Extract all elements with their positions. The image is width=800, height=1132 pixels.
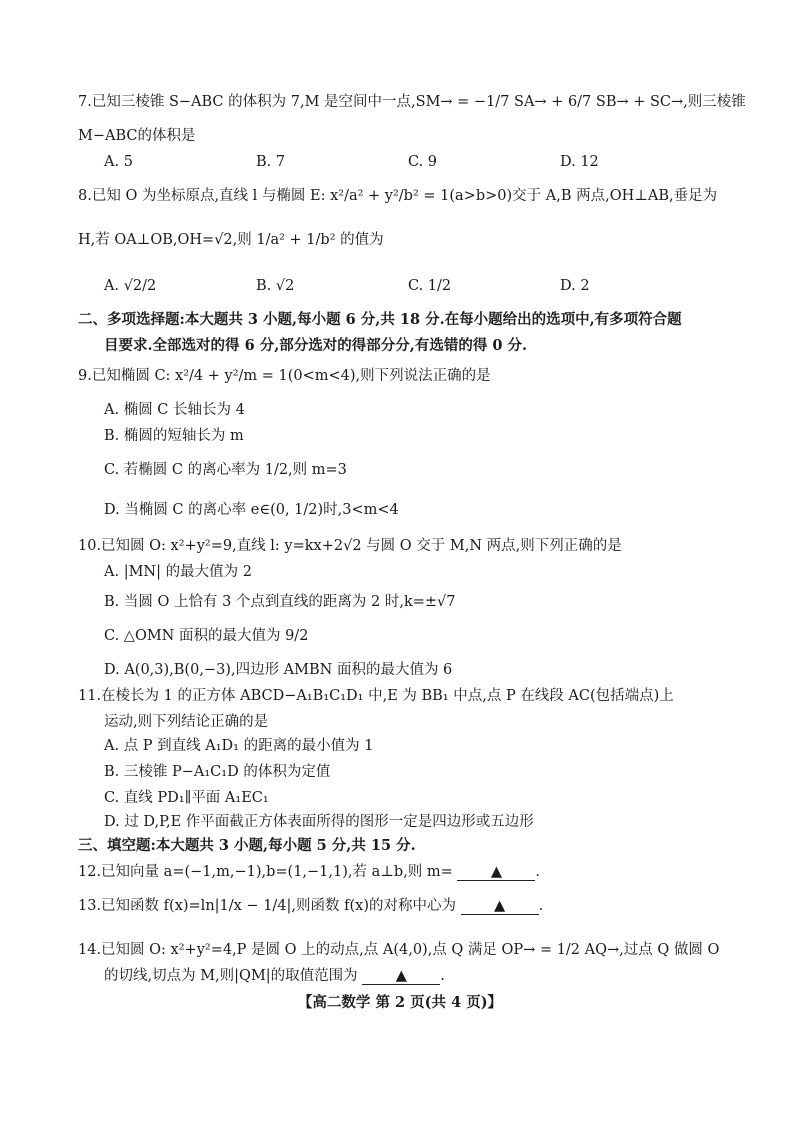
q9-option-a: A. 椭圆 C 长轴长为 4: [104, 402, 245, 418]
q14-line2: [104, 966, 716, 986]
q8-option-b: B. √2: [256, 278, 295, 294]
q10-option-a: A. |MN| 的最大值为 2: [104, 564, 252, 580]
q13-end: .: [538, 898, 544, 914]
q11-option-b: B. 三棱锥 P−A₁C₁D 的体积为定值: [104, 764, 331, 780]
q9-stem: 9.已知椭圆 C: x²/4 + y²/m = 1(0<m<4),则下列说法正确的是: [78, 368, 491, 384]
q7-option-d: D. 12: [560, 154, 599, 170]
q11-option-d: D. 过 D,P,E 作平面截正方体表面所得的图形一定是四边形或五边形: [104, 814, 534, 830]
q10-option-d: D. A(0,3),B(0,−3),四边形 AMBN 面积的最大值为 6: [104, 662, 453, 678]
q8-option-c: C. 1/2: [408, 278, 452, 294]
q8-option-d: D. 2: [560, 278, 590, 294]
q12-end: .: [535, 864, 541, 880]
q9-option-d: D. 当椭圆 C 的离心率 e∈(0, 1/2)时,3<m<4: [104, 502, 399, 518]
q14-answer-blank[interactable]: ▲: [362, 968, 440, 985]
q8-option-a: A. √2/2: [104, 278, 157, 294]
q8-stem-line2: H,若 OA⊥OB,OH=√2,则 1/a² + 1/b² 的值为: [78, 232, 384, 248]
q7-stem-line2: M−ABC的体积是: [78, 128, 196, 144]
q13-text: 13.已知函数 f(x)=ln|1/x − 1/4|,则函数 f(x)的对称中心为: [78, 898, 456, 914]
q13-answer-blank[interactable]: ▲: [461, 898, 539, 915]
q7-option-c: C. 9: [408, 154, 438, 170]
q10-option-c: C. △OMN 面积的最大值为 9/2: [104, 628, 309, 644]
q11-option-a: A. 点 P 到直线 A₁D₁ 的距离的最小值为 1: [104, 738, 374, 754]
q12-text: 12.已知向量 a=(−1,m,−1),b=(1,−1,1),若 a⊥b,则 m=: [78, 864, 453, 880]
q10-option-b: B. 当圆 O 上恰有 3 个点到直线的距离为 2 时,k=±√7: [104, 594, 456, 610]
section2-heading-line1: 二、多项选择题:本大题共 3 小题,每小题 6 分,共 18 分.在每小题给出的选项中,有多项符合题: [78, 311, 682, 328]
q10-stem: 10.已知圆 O: x²+y²=9,直线 l: y=kx+2√2 与圆 O 交于 M,N 两点,则下列正确的是: [78, 538, 622, 554]
q8-stem-line1: 8.已知 O 为坐标原点,直线 l 与椭圆 E: x²/a² + y²/b² = 1(a>b>0)交于 A,B 两点,OH⊥AB,垂足为: [78, 188, 718, 204]
q9-option-b: B. 椭圆的短轴长为 m: [104, 428, 244, 444]
q13-line: [78, 896, 716, 916]
q9-option-c: C. 若椭圆 C 的离心率为 1/2,则 m=3: [104, 462, 347, 478]
page-footer: 【高二数学 第 2 页(共 4 页)】: [297, 994, 503, 1011]
q12-answer-blank[interactable]: ▲: [457, 864, 535, 881]
section3-heading: 三、填空题:本大题共 3 小题,每小题 5 分,共 15 分.: [78, 837, 416, 854]
q11-option-c: C. 直线 PD₁∥平面 A₁EC₁: [104, 790, 269, 806]
section2-heading-line2: 目要求.全部选对的得 6 分,部分选对的得部分分,有选错的得 0 分.: [104, 337, 528, 354]
q14-end: .: [440, 968, 445, 984]
q12-line: [78, 862, 716, 882]
q14-text: 的切线,切点为 M,则|QM|的取值范围为: [104, 968, 358, 984]
q11-stem-line2: 运动,则下列结论正确的是: [104, 714, 269, 730]
q7-option-a: A. 5: [104, 154, 133, 170]
q7-option-b: B. 7: [256, 154, 286, 170]
q7-stem-line1: 7.已知三棱锥 S−ABC 的体积为 7,M 是空间中一点,SM→ = −1/7 SA→ + 6/7 SB→ + SC→,则三棱锥: [78, 94, 746, 110]
q14-stem-line1: 14.已知圆 O: x²+y²=4,P 是圆 O 上的动点,点 A(4,0),点 Q 满足 OP→ = 1/2 AQ→,过点 Q 做圆 O: [78, 942, 720, 958]
q11-stem-line1: 11.在棱长为 1 的正方体 ABCD−A₁B₁C₁D₁ 中,E 为 BB₁ 中点,点 P 在线段 AC(包括端点)上: [78, 688, 674, 704]
